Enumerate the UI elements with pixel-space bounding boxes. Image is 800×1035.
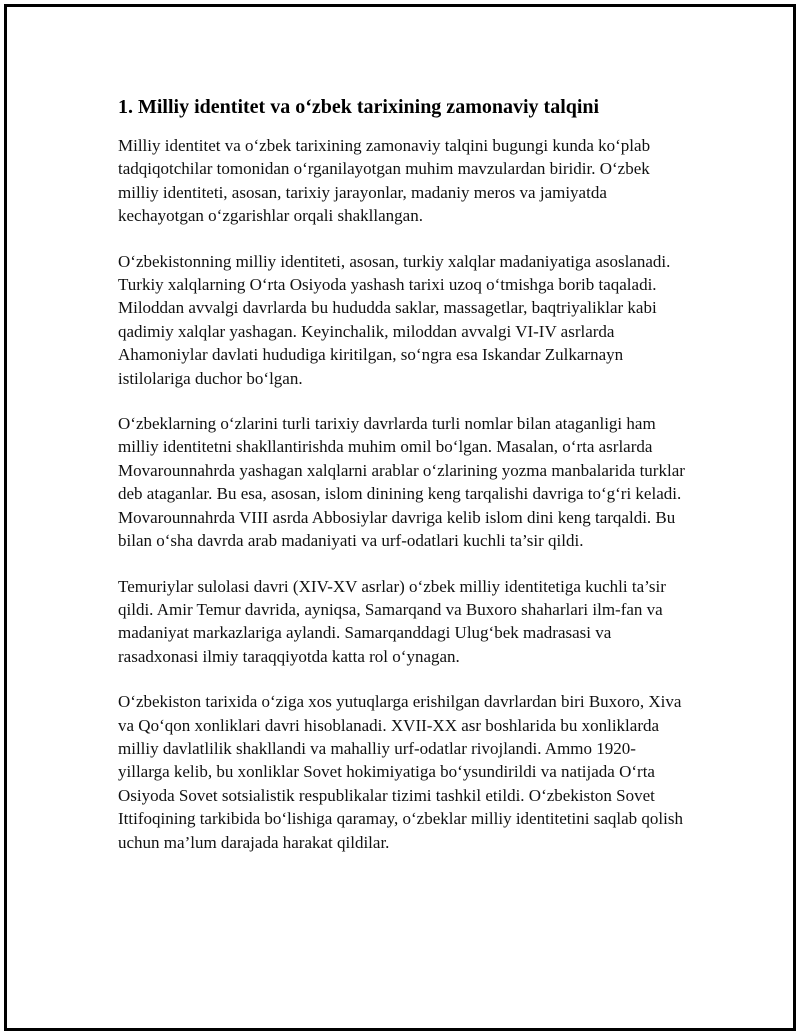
paragraph-turkic-origins: O‘zbekistonning milliy identiteti, asosan, turkiy xalqlar madaniyatiga asoslanadi. Turkiy xalqlarning O‘rta Osiyoda yashash tarixi uzoq o‘tmishga borib taqaladi. Miloddan avvalgi davrlarda bu hududda saklar, massagetlar, baqtriyaliklar kabi qadimiy xalqlar yashagan. Keyinchalik, miloddan avvalgi VI-IV asrlarda Ahamoniylar davlati hududiga kiritilgan, so‘ngra esa Iskandar Zulkarnayn istilolariga duchor bo‘lgan. (118, 251, 671, 388)
document-body (118, 94, 686, 876)
section-heading: 1. Milliy identitet va o‘zbek tarixining zamonaviy talqini (118, 96, 600, 118)
paragraph-intro: Milliy identitet va o‘zbek tarixining zamonaviy talqini bugungi kunda ko‘plab tadqiqotchilar tomonidan o‘rganilayotgan muhim mavzulardan biridir. O‘zbek milliy identiteti, asosan, tarixiy jarayonlar, madaniy meros va jamiyatda kechayotgan o‘zgarishlar orqali shakllangan. (118, 136, 651, 226)
paragraph-khanates-soviet: O‘zbekiston tarixida o‘ziga xos yutuqlarga erishilgan davrlardan biri Buxoro, Xiva va Qo‘qon xonliklari davri hisoblanadi. XVII-XX asr boshlarida bu xonliklarda milliy davlatlilik shakllandi va mahalliy urf-odatlar rivojlandi. Ammo 1920-yillarga kelib, bu xonliklar Sovet hokimiyatiga bo‘ysundirildi va natijada O‘rta Osiyoda Sovet sotsialistik respublikalar tizimi tashkil etildi. O‘zbekiston Sovet Ittifoqining tarkibida bo‘lishiga qaramay, o‘zbeklar milliy identitetini saqlab qolish uchun ma’lum darajada harakat qildilar. (118, 692, 683, 852)
paragraph-names-and-islam: O‘zbeklarning o‘zlarini turli tarixiy davrlarda turli nomlar bilan ataganligi ham milliy identitetni shakllantirishda muhim omil bo‘lgan. Masalan, o‘rta asrlarda Movarounnahrda yashagan xalqlarni arablar o‘zlarining yozma manbalarida turklar deb ataganlar. Bu esa, asosan, islom dinining keng tarqalishi davriga to‘g‘ri keladi. Movarounnahrda VIII asrda Abbosiylar davriga kelib islom dini keng tarqaldi. Bu bilan o‘sha davrda arab madaniyati va urf-odatlari kuchli ta’sir qildi. (118, 414, 685, 551)
paragraph-timurids: Temuriylar sulolasi davri (XIV-XV asrlar) o‘zbek milliy identitetiga kuchli ta’sir qildi. Amir Temur davrida, ayniqsa, Samarqand va Buxoro shaharlari ilm-fan va madaniyat markazlariga aylandi. Samarqanddagi Ulug‘bek madrasasi va rasadxonasi ilmiy taraqqiyotda katta rol o‘ynagan. (118, 576, 666, 666)
